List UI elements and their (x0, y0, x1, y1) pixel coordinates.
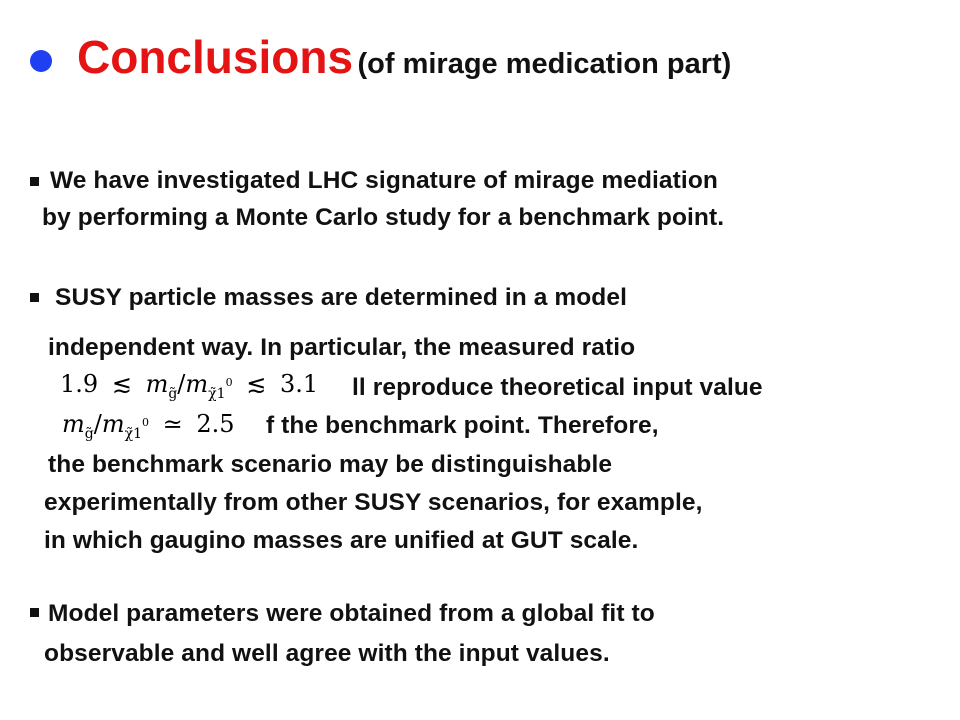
bullet-2-line-3: ll reproduce theoretical input value (352, 374, 763, 401)
formula-2-value: 2.5 (196, 410, 235, 438)
formula-2-den-sub: χ̃ (124, 426, 134, 442)
formula-1-num-sub: g̃ (168, 386, 178, 402)
bullet-3-line-2: observable and well agree with the input values. (44, 640, 610, 667)
bullet-2-square-icon (30, 293, 39, 302)
formula-mass-ratio-value (62, 410, 235, 442)
formula-1-den-sup: 0 (225, 376, 233, 389)
bullet-3-square-icon (30, 608, 39, 617)
bullet-2-line-4: f the benchmark point. Therefore, (266, 412, 659, 439)
title-main: Conclusions (77, 31, 354, 83)
bullet-1-line-1: We have investigated LHC signature of mirage mediation (50, 167, 718, 194)
formula-1-low: 1.9 (60, 370, 99, 398)
bullet-3-line-1: Model parameters were obtained from a global fit to (48, 600, 655, 627)
formula-1-slash: / (177, 370, 186, 398)
formula-2-rel: ≃ (162, 410, 183, 438)
formula-2-num: m (62, 410, 85, 438)
formula-1-rel-2: ≲ (246, 370, 267, 398)
title-subtitle: (of mirage medication part) (357, 48, 732, 80)
bullet-1-line-2: by performing a Monte Carlo study for a benchmark point. (42, 204, 725, 231)
formula-2-slash: / (93, 410, 102, 438)
formula-1-den-sub-index: 1 (216, 386, 226, 402)
title-bullet-dot-icon (30, 50, 52, 72)
bullet-2-line-6: experimentally from other SUSY scenarios, for example, (44, 489, 703, 516)
formula-1-rel-1: ≲ (111, 370, 132, 398)
formula-mass-ratio-range (60, 370, 318, 402)
formula-1-den: m (185, 370, 209, 398)
slide-title (77, 30, 731, 84)
formula-2-den: m (101, 410, 125, 438)
formula-2-den-sup: 0 (142, 416, 149, 429)
bullet-1-square-icon (30, 177, 39, 186)
bullet-2-line-2: independent way. In particular, the measured ratio (48, 334, 636, 361)
bullet-2-line-1: SUSY particle masses are determined in a model (55, 284, 627, 311)
formula-2-den-sub-index: 1 (133, 426, 142, 442)
formula-1-num: m (145, 370, 169, 398)
formula-1-den-sub: χ̃ (208, 386, 217, 402)
formula-1-high: 3.1 (279, 370, 319, 398)
bullet-2-line-5: the benchmark scenario may be distinguishable (48, 451, 613, 478)
bullet-2-line-7: in which gaugino masses are unified at GUT scale. (44, 527, 639, 554)
formula-2-num-sub: g̃ (84, 426, 94, 442)
